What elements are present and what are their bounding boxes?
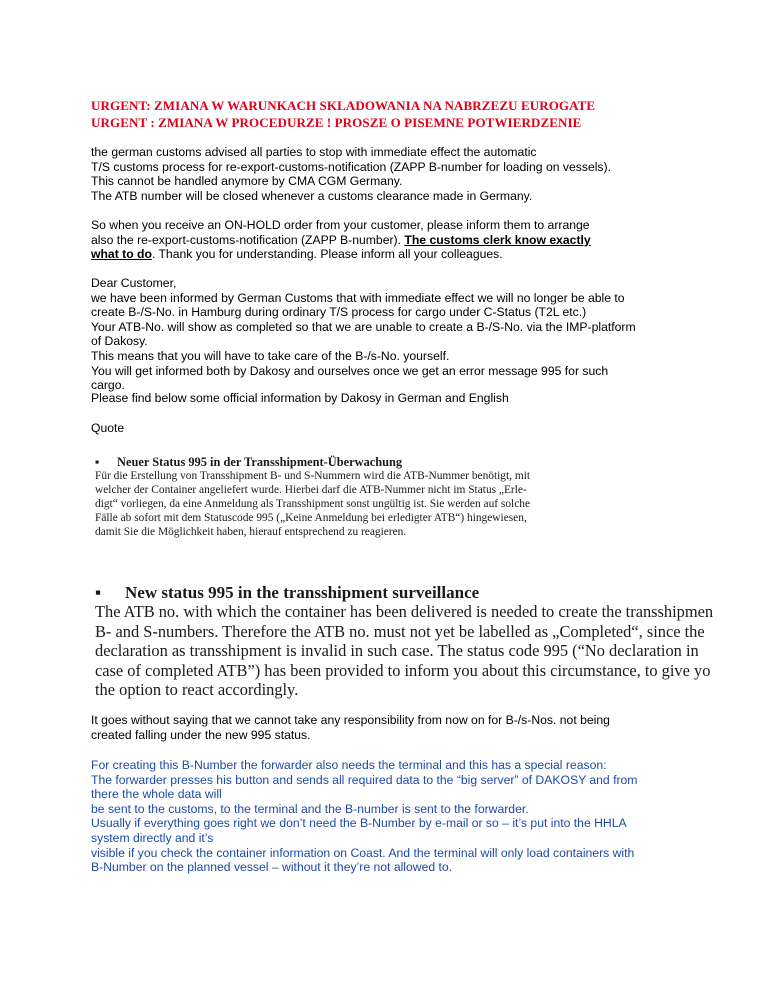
paragraph-3: Dear Customer, we have been informed by German Customs that with immediate effect we will no longer be able to create B-/S-No. in Hamburg during ordinary T/S process for cargo under C-Status (T2L etc.) Your ATB-No. will show as completed so that we are unable to create a B-/S-No. via the IMP-platform of Dakosy. This means that you will have to take care of the B-/s-No. yourself. You will get informed both by Dakosy and ourselves once we get an error message 995 for such cargo. (91, 276, 636, 393)
paragraph-4: Please find below some official information by Dakosy in German and English (91, 391, 509, 405)
headline-1: URGENT: ZMIANA W WARUNKACH SKLADOWANIA NA NABRZEZU EUROGATE (91, 98, 596, 113)
paragraph-5: It goes without saying that we cannot take any responsibility from now on for B-/s-Nos. not being created falling under the new 995 status. (91, 713, 610, 742)
quote-label: Quote (91, 421, 125, 435)
headline-2: URGENT : ZMIANA W PROCEDURZE ! PROSZE O PISEMNE POTWIERDZENIE (91, 115, 582, 130)
what-to-do-emphasis: what to do (91, 247, 152, 262)
paragraph-6: For creating this B-Number the forwarder also needs the terminal and this has a special reason: The forwarder presses his button and sends all required data to the “big server” of DAKOSY and from there the whole data will be sent to the customs, to the terminal and the B-number is sent to the forwarder. Usually if everything goes right we don’t need the B-Number by e-mail or so – it’s put into the HHLA system directly and it’s visible if you check the container information on Coast. And the terminal will only load containers with B-Number on the planned vessel – without it they’re not allowed to. (91, 758, 638, 875)
customs-clerk-emphasis: The customs clerk know exactly (404, 232, 591, 247)
bullet-icon: ▪ (95, 455, 100, 469)
english-quote: ▪ New status 995 in the transshipment surveillance The ATB no. with which the container has been delivered is needed to create the transshipmen B- and S-numbers. Therefore the ATB no. must not yet be labelled as „Completed“, since the declaration as transshipment is invalid in such case. The status code 995 (“No declaration in case of completed ATB”) has been provided to inform you about this circumstance, to give yo the option to react accordingly. (95, 583, 714, 700)
paragraph-1: the german customs advised all parties to stop with immediate effect the automatic T/S customs process for re-export-customs-notification (ZAPP B-number for loading on vessels). This cannot be handled anymore by CMA CGM Germany. The ATB number will be closed whenever a customs clearance made in Germany. (91, 145, 611, 203)
bullet-icon: ▪ (95, 583, 102, 602)
paragraph-2: So when you receive an ON-HOLD order from your customer, please inform them to arrange also the re-export-customs-notification (ZAPP B-number). The customs clerk know exactly what to do. Thank you for understanding. Please inform all your colleagues. (91, 218, 591, 262)
german-quote: ▪ Neuer Status 995 in der Transshipment-Überwachung Für die Erstellung von Transshipment B- und S-Nummern wird die ATB-Nummer benötigt, mit welcher der Container angeliefert wurde. Hierbei darf die ATB-Nummer nicht im Status „Erle- digt“ vorliegen, da eine Anmeldung als Transshipment sonst ungültig ist. Sie werden auf solche Fälle ab sofort mit dem Statuscode 995 („Keine Anmeldung bei erledigter ATB“) hingewiesen, damit Sie die Möglichkeit haben, hierauf entsprechend zu reagieren. (95, 455, 531, 538)
